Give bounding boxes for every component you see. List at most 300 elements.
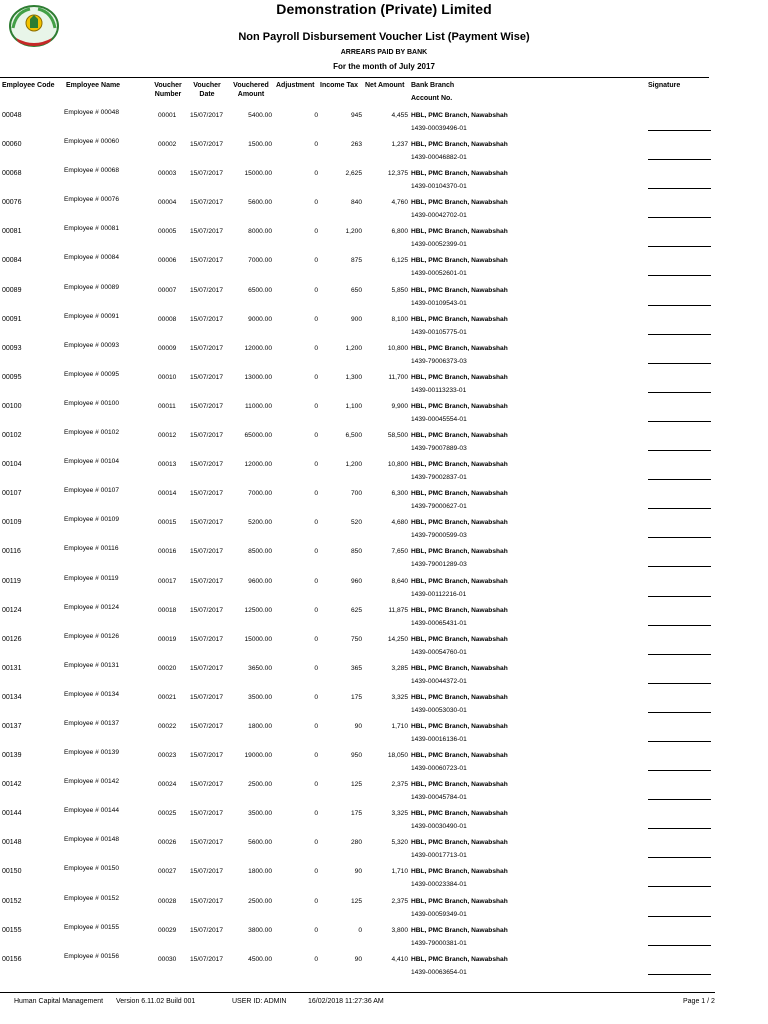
voucher-date: 15/07/2017 [190, 519, 224, 527]
column-header-voucher-number: Voucher Number [154, 82, 182, 98]
bank-branch: HBL, PMC Branch, Nawabshah [411, 635, 508, 643]
income-tax: 90 [354, 722, 362, 730]
account-no: 1439-00052399-01 [411, 241, 467, 249]
adjustment: 0 [314, 548, 318, 556]
adjustment: 0 [314, 606, 318, 614]
bank-branch: HBL, PMC Branch, Nawabshah [411, 141, 508, 149]
voucher-date: 15/07/2017 [190, 722, 224, 730]
voucher-date: 15/07/2017 [190, 286, 224, 294]
employee-name: Employee # 00076 [64, 196, 119, 204]
income-tax: 960 [350, 577, 362, 585]
income-tax: 900 [350, 315, 362, 323]
employee-code: 00091 [2, 315, 22, 323]
column-header-net-amount: Net Amount [365, 82, 405, 89]
bank-branch: HBL, PMC Branch, Nawabshah [411, 926, 508, 934]
adjustment: 0 [314, 897, 318, 905]
table-row [0, 601, 768, 630]
column-header-adjustment: Adjustment [276, 82, 315, 89]
bank-branch: HBL, PMC Branch, Nawabshah [411, 170, 508, 178]
employee-code: 00139 [2, 752, 22, 760]
account-no: 1439-00063654-01 [411, 968, 467, 976]
table-row [0, 426, 768, 455]
employee-name: Employee # 00107 [64, 487, 119, 495]
bank-branch: HBL, PMC Branch, Nawabshah [411, 664, 508, 672]
net-amount: 6,300 [391, 490, 408, 498]
table-row [0, 368, 768, 397]
bank-branch: HBL, PMC Branch, Nawabshah [411, 810, 508, 818]
account-no: 1439-00104370-01 [411, 183, 467, 191]
bank-branch: HBL, PMC Branch, Nawabshah [411, 897, 508, 905]
adjustment: 0 [314, 373, 318, 381]
income-tax: 263 [350, 141, 362, 149]
voucher-date: 15/07/2017 [190, 257, 224, 265]
signature-line [648, 741, 711, 742]
table-row [0, 862, 768, 891]
vouchered-amount: 2500.00 [248, 781, 272, 789]
signature-line [648, 188, 711, 189]
employee-name: Employee # 00100 [64, 399, 119, 407]
employee-code: 00142 [2, 781, 22, 789]
net-amount: 2,375 [391, 897, 408, 905]
table-row [0, 746, 768, 775]
adjustment: 0 [314, 170, 318, 178]
voucher-date: 15/07/2017 [190, 344, 224, 352]
voucher-number: 00030 [158, 955, 177, 963]
income-tax: 125 [350, 781, 362, 789]
income-tax: 175 [350, 693, 362, 701]
voucher-number: 00020 [158, 664, 177, 672]
employee-name: Employee # 00139 [64, 749, 119, 757]
income-tax: 365 [350, 664, 362, 672]
employee-code: 00068 [2, 170, 22, 178]
adjustment: 0 [314, 810, 318, 818]
voucher-date: 15/07/2017 [190, 490, 224, 498]
account-no: 1439-00060723-01 [411, 765, 467, 773]
voucher-number: 00003 [158, 170, 177, 178]
voucher-number: 00026 [158, 839, 177, 847]
employee-code: 00109 [2, 519, 22, 527]
adjustment: 0 [314, 199, 318, 207]
bank-branch: HBL, PMC Branch, Nawabshah [411, 112, 508, 119]
signature-line [648, 130, 711, 131]
employee-name: Employee # 00091 [64, 312, 119, 320]
voucher-number: 00010 [158, 373, 177, 381]
employee-code: 00134 [2, 693, 22, 701]
vouchered-amount: 65000.00 [244, 432, 272, 440]
voucher-date: 15/07/2017 [190, 315, 224, 323]
employee-name: Employee # 00131 [64, 661, 119, 669]
voucher-date: 15/07/2017 [190, 432, 224, 440]
adjustment: 0 [314, 257, 318, 265]
income-tax: 90 [354, 955, 362, 963]
table-row [0, 310, 768, 339]
employee-name: Employee # 00142 [64, 778, 119, 786]
net-amount: 7,650 [391, 548, 408, 556]
bank-branch: HBL, PMC Branch, Nawabshah [411, 955, 508, 963]
net-amount: 3,800 [391, 926, 408, 934]
account-no: 1439-00023384-01 [411, 881, 467, 889]
vouchered-amount: 7000.00 [248, 490, 272, 498]
table-row [0, 222, 768, 251]
bank-branch: HBL, PMC Branch, Nawabshah [411, 781, 508, 789]
voucher-number: 00013 [158, 461, 177, 469]
signature-line [648, 275, 711, 276]
employee-code: 00155 [2, 926, 22, 934]
voucher-number: 00024 [158, 781, 177, 789]
vouchered-amount: 2500.00 [248, 897, 272, 905]
table-row [0, 251, 768, 280]
employee-name: Employee # 00144 [64, 807, 119, 815]
employee-code: 00060 [2, 141, 22, 149]
vouchered-amount: 1800.00 [248, 868, 272, 876]
adjustment: 0 [314, 955, 318, 963]
employee-name: Employee # 00124 [64, 603, 119, 611]
employee-name: Employee # 00109 [64, 516, 119, 524]
employee-name: Employee # 00104 [64, 458, 119, 466]
table-row [0, 484, 768, 513]
vouchered-amount: 19000.00 [244, 752, 272, 760]
employee-code: 00084 [2, 257, 22, 265]
signature-line [648, 334, 711, 335]
column-header-vouchered-amount: Vouchered Amount [233, 82, 269, 98]
column-header-signature: Signature [648, 82, 681, 89]
voucher-number: 00023 [158, 752, 177, 760]
bank-branch: HBL, PMC Branch, Nawabshah [411, 461, 508, 469]
footer-page-number: Page 1 / 2 [683, 998, 715, 1005]
income-tax: 1,200 [345, 461, 362, 469]
income-tax: 90 [354, 868, 362, 876]
vouchered-amount: 13000.00 [244, 373, 272, 381]
voucher-number: 00012 [158, 432, 177, 440]
table-row [0, 513, 768, 542]
voucher-number: 00009 [158, 344, 177, 352]
net-amount: 1,710 [391, 868, 408, 876]
employee-code: 00081 [2, 228, 22, 236]
income-tax: 875 [350, 257, 362, 265]
employee-code: 00095 [2, 373, 22, 381]
net-amount: 10,800 [387, 344, 408, 352]
account-no: 1439-00044372-01 [411, 677, 467, 685]
employee-name: Employee # 00134 [64, 690, 119, 698]
employee-name: Employee # 00048 [64, 109, 119, 116]
column-header-account-no: Account No. [411, 95, 453, 102]
column-header-income-tax: Income Tax [320, 82, 358, 89]
adjustment: 0 [314, 635, 318, 643]
account-no: 1439-00017713-01 [411, 852, 467, 860]
signature-line [648, 916, 711, 917]
signature-line [648, 450, 711, 451]
signature-line [648, 479, 711, 480]
voucher-number: 00015 [158, 519, 177, 527]
signature-line [648, 945, 711, 946]
account-no: 1439-00042702-01 [411, 212, 467, 220]
income-tax: 840 [350, 199, 362, 207]
report-period: For the month of July 2017 [333, 62, 435, 71]
net-amount: 58,500 [387, 432, 408, 440]
net-amount: 6,125 [391, 257, 408, 265]
company-name: Demonstration (Private) Limited [276, 1, 492, 17]
account-no: 1439-79000381-01 [411, 939, 467, 947]
vouchered-amount: 15000.00 [244, 635, 272, 643]
table-row [0, 339, 768, 368]
column-header-voucher-date: Voucher Date [193, 82, 221, 98]
voucher-date: 15/07/2017 [190, 664, 224, 672]
net-amount: 11,700 [388, 373, 408, 381]
signature-line [648, 712, 711, 713]
vouchered-amount: 9600.00 [248, 577, 272, 585]
adjustment: 0 [314, 926, 318, 934]
vouchered-amount: 3650.00 [248, 664, 272, 672]
account-no: 1439-79007889-03 [411, 445, 467, 453]
voucher-date: 15/07/2017 [190, 693, 224, 701]
employee-code: 00144 [2, 810, 22, 818]
signature-line [648, 770, 711, 771]
voucher-number: 00011 [158, 402, 176, 410]
voucher-date: 15/07/2017 [190, 402, 224, 410]
net-amount: 4,455 [391, 112, 408, 119]
account-no: 1439-79002837-01 [411, 474, 467, 482]
footer-timestamp: 16/02/2018 11:27:36 AM [308, 998, 384, 1005]
employee-name: Employee # 00089 [64, 283, 119, 291]
vouchered-amount: 1800.00 [248, 722, 272, 730]
voucher-number: 00016 [158, 548, 177, 556]
signature-line [648, 421, 711, 422]
net-amount: 3,325 [391, 810, 408, 818]
vouchered-amount: 5400.00 [248, 112, 272, 119]
voucher-number: 00021 [158, 693, 177, 701]
voucher-date: 15/07/2017 [190, 955, 224, 963]
bank-branch: HBL, PMC Branch, Nawabshah [411, 868, 508, 876]
table-row [0, 135, 768, 164]
employee-code: 00124 [2, 606, 22, 614]
vouchered-amount: 1500.00 [248, 141, 272, 149]
vouchered-amount: 11000.00 [244, 402, 272, 410]
voucher-date: 15/07/2017 [190, 635, 224, 643]
footer-divider [0, 992, 715, 993]
income-tax: 945 [350, 112, 362, 119]
voucher-table-body [0, 106, 768, 979]
employee-name: Employee # 00156 [64, 952, 119, 960]
signature-line [648, 217, 711, 218]
table-row [0, 775, 768, 804]
income-tax: 650 [350, 286, 362, 294]
employee-name: Employee # 00155 [64, 923, 119, 931]
income-tax: 625 [350, 606, 362, 614]
column-header-bank-branch: Bank Branch [411, 82, 455, 89]
vouchered-amount: 3800.00 [248, 926, 272, 934]
signature-line [648, 799, 711, 800]
voucher-date: 15/07/2017 [190, 228, 224, 236]
voucher-date: 15/07/2017 [190, 897, 224, 905]
bank-branch: HBL, PMC Branch, Nawabshah [411, 344, 508, 352]
table-row [0, 717, 768, 746]
adjustment: 0 [314, 402, 318, 410]
footer-user-id: USER ID: ADMIN [232, 998, 287, 1005]
bank-branch: HBL, PMC Branch, Nawabshah [411, 519, 508, 527]
vouchered-amount: 3500.00 [248, 693, 272, 701]
signature-line [648, 566, 711, 567]
column-header-employee-code: Employee Code [2, 82, 55, 89]
employee-name: Employee # 00148 [64, 836, 119, 844]
table-row [0, 892, 768, 921]
account-no: 1439-00045784-01 [411, 794, 467, 802]
account-no: 1439-00030490-01 [411, 823, 467, 831]
adjustment: 0 [314, 781, 318, 789]
income-tax: 1,200 [345, 228, 362, 236]
income-tax: 175 [350, 810, 362, 818]
voucher-number: 00008 [158, 315, 177, 323]
voucher-number: 00025 [158, 810, 177, 818]
vouchered-amount: 12000.00 [244, 344, 272, 352]
report-subtitle: ARREARS PAID BY BANK [340, 49, 428, 56]
table-row [0, 397, 768, 426]
voucher-number: 00014 [158, 490, 177, 498]
income-tax: 2,625 [345, 170, 362, 178]
table-row [0, 542, 768, 571]
employee-name: Employee # 00084 [64, 254, 119, 262]
account-no: 1439-00016136-01 [411, 735, 467, 743]
table-row [0, 106, 768, 135]
employee-name: Employee # 00137 [64, 719, 119, 727]
bank-branch: HBL, PMC Branch, Nawabshah [411, 606, 508, 614]
employee-name: Employee # 00116 [64, 545, 119, 553]
table-row [0, 572, 768, 601]
account-no: 1439-00112216-01 [411, 590, 467, 598]
income-tax: 750 [350, 635, 362, 643]
vouchered-amount: 12000.00 [244, 461, 272, 469]
signature-line [648, 596, 711, 597]
account-no: 1439-00046882-01 [411, 154, 467, 162]
vouchered-amount: 9000.00 [248, 315, 272, 323]
voucher-date: 15/07/2017 [190, 752, 224, 760]
bank-branch: HBL, PMC Branch, Nawabshah [411, 402, 508, 410]
footer-version: Version 6.11.02 Build 001 [116, 998, 196, 1005]
vouchered-amount: 8500.00 [248, 548, 272, 556]
account-no: 1439-00105775-01 [411, 328, 467, 336]
net-amount: 11,875 [388, 606, 408, 614]
bank-branch: HBL, PMC Branch, Nawabshah [411, 373, 508, 381]
adjustment: 0 [314, 839, 318, 847]
table-row [0, 455, 768, 484]
bank-branch: HBL, PMC Branch, Nawabshah [411, 722, 508, 730]
vouchered-amount: 12500.00 [244, 606, 272, 614]
employee-code: 00126 [2, 635, 22, 643]
voucher-number: 00018 [158, 606, 177, 614]
bank-branch: HBL, PMC Branch, Nawabshah [411, 548, 508, 556]
net-amount: 8,100 [391, 315, 408, 323]
voucher-date: 15/07/2017 [190, 461, 224, 469]
voucher-number: 00004 [158, 199, 177, 207]
adjustment: 0 [314, 432, 318, 440]
adjustment: 0 [314, 286, 318, 294]
net-amount: 4,410 [391, 955, 408, 963]
voucher-number: 00017 [158, 577, 177, 585]
income-tax: 700 [350, 490, 362, 498]
vouchered-amount: 6500.00 [248, 286, 272, 294]
voucher-date: 15/07/2017 [190, 926, 224, 934]
net-amount: 18,050 [387, 752, 408, 760]
adjustment: 0 [314, 722, 318, 730]
signature-line [648, 654, 711, 655]
signature-line [648, 305, 711, 306]
employee-name: Employee # 00068 [64, 167, 119, 175]
employee-code: 00089 [2, 286, 22, 294]
income-tax: 520 [350, 519, 362, 527]
income-tax: 850 [350, 548, 362, 556]
employee-name: Employee # 00119 [64, 574, 119, 582]
signature-line [648, 625, 711, 626]
adjustment: 0 [314, 344, 318, 352]
net-amount: 5,850 [391, 286, 408, 294]
employee-code: 00100 [2, 402, 22, 410]
bank-branch: HBL, PMC Branch, Nawabshah [411, 286, 508, 294]
net-amount: 8,640 [391, 577, 408, 585]
account-no: 1439-00113233-01 [411, 386, 467, 394]
bank-branch: HBL, PMC Branch, Nawabshah [411, 432, 508, 440]
account-no: 1439-79001289-03 [411, 561, 467, 569]
account-no: 1439-00059349-01 [411, 910, 467, 918]
employee-name: Employee # 00126 [64, 632, 119, 640]
bank-branch: HBL, PMC Branch, Nawabshah [411, 228, 508, 236]
vouchered-amount: 5600.00 [248, 199, 272, 207]
signature-line [648, 828, 711, 829]
voucher-number: 00022 [158, 722, 177, 730]
adjustment: 0 [314, 141, 318, 149]
income-tax: 6,500 [345, 432, 362, 440]
employee-name: Employee # 00093 [64, 341, 119, 349]
employee-code: 00104 [2, 461, 22, 469]
account-no: 1439-00039496-01 [411, 125, 467, 132]
income-tax: 950 [350, 752, 362, 760]
voucher-number: 00001 [158, 112, 177, 119]
bank-branch: HBL, PMC Branch, Nawabshah [411, 693, 508, 701]
voucher-date: 15/07/2017 [190, 141, 224, 149]
voucher-number: 00002 [158, 141, 177, 149]
employee-code: 00107 [2, 490, 22, 498]
net-amount: 6,800 [391, 228, 408, 236]
bank-branch: HBL, PMC Branch, Nawabshah [411, 752, 508, 760]
voucher-number: 00006 [158, 257, 177, 265]
voucher-date: 15/07/2017 [190, 112, 224, 119]
net-amount: 5,320 [391, 839, 408, 847]
adjustment: 0 [314, 519, 318, 527]
employee-code: 00119 [2, 577, 21, 585]
vouchered-amount: 15000.00 [244, 170, 272, 178]
employee-code: 00152 [2, 897, 22, 905]
table-row [0, 630, 768, 659]
account-no: 1439-00053030-01 [411, 706, 467, 714]
net-amount: 4,680 [391, 519, 408, 527]
adjustment: 0 [314, 315, 318, 323]
account-no: 1439-79000599-03 [411, 532, 467, 540]
bank-branch: HBL, PMC Branch, Nawabshah [411, 199, 508, 207]
employee-code: 00093 [2, 344, 22, 352]
account-no: 1439-00045554-01 [411, 415, 467, 423]
employee-code: 00148 [2, 839, 22, 847]
net-amount: 1,710 [391, 722, 408, 730]
voucher-date: 15/07/2017 [190, 839, 224, 847]
signature-line [648, 159, 711, 160]
adjustment: 0 [314, 868, 318, 876]
bank-branch: HBL, PMC Branch, Nawabshah [411, 315, 508, 323]
voucher-date: 15/07/2017 [190, 170, 224, 178]
vouchered-amount: 7000.00 [248, 257, 272, 265]
voucher-date: 15/07/2017 [190, 548, 224, 556]
bank-branch: HBL, PMC Branch, Nawabshah [411, 577, 508, 585]
employee-name: Employee # 00095 [64, 370, 119, 378]
employee-code: 00102 [2, 432, 22, 440]
signature-line [648, 857, 711, 858]
